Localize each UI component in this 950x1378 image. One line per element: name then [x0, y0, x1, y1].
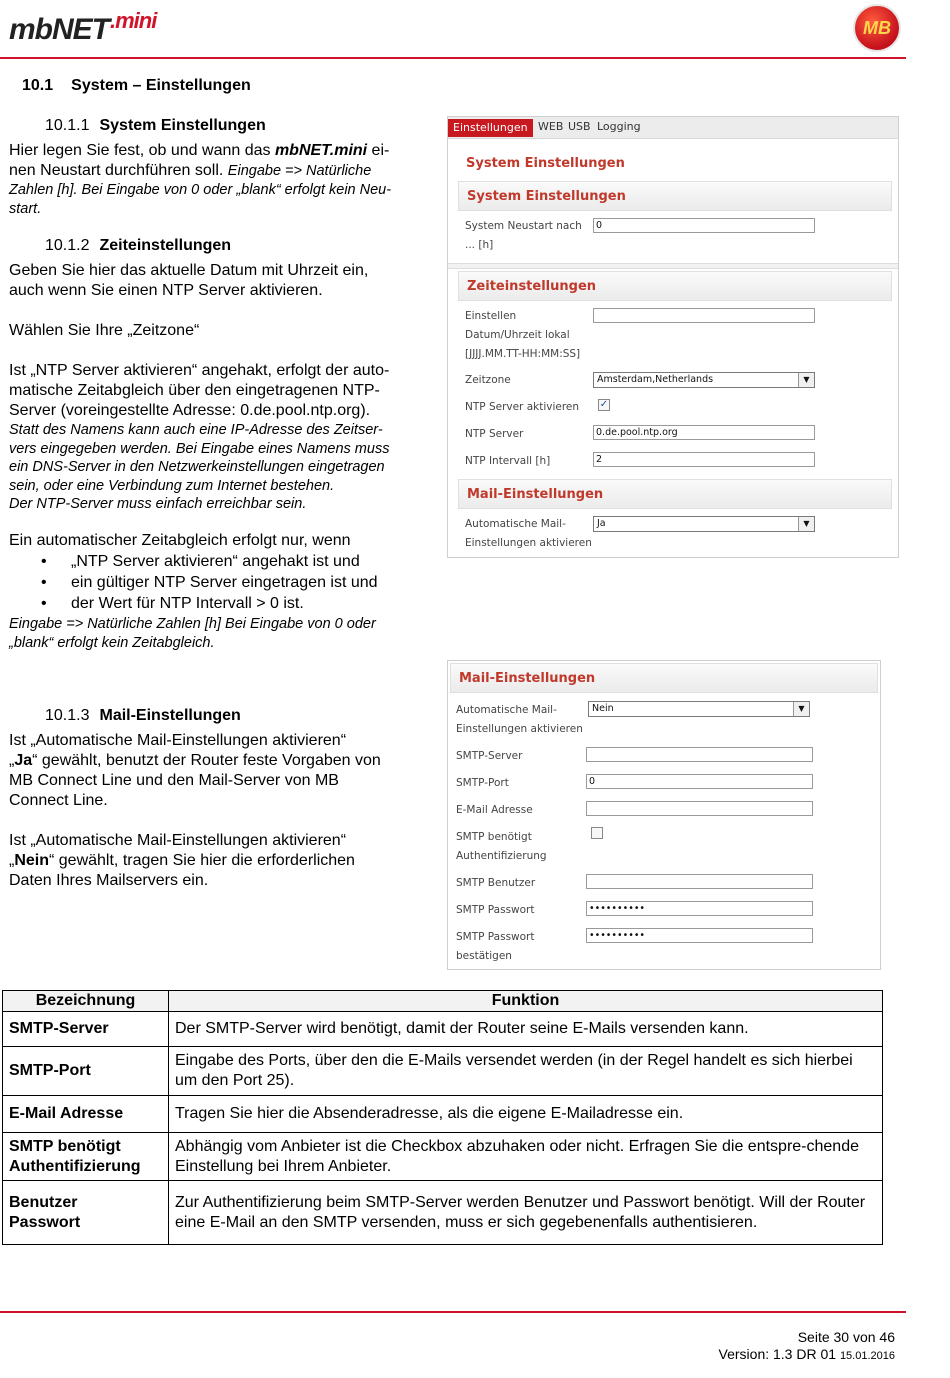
ntp-server-input[interactable]: 0.de.pool.ntp.org [593, 425, 815, 440]
chevron-down-icon: ▼ [793, 702, 809, 716]
smtp-user-label: SMTP Benutzer [456, 877, 536, 889]
smtp-server-input[interactable] [586, 747, 813, 762]
section-heading: 10.1 System – Einstellungen [22, 77, 251, 94]
table-row [3, 1012, 883, 1047]
table-cell-name: SMTP benötigt Authentifizierung [3, 1133, 169, 1181]
tab-web[interactable]: WEB [538, 120, 564, 133]
subsection-heading-mail: 10.1.3 Mail-Einstellungen [45, 707, 241, 724]
smtp-port-input[interactable]: 0 [586, 774, 813, 789]
brand-logo: mbNET$^{.mini}$ [9, 8, 157, 46]
mail-box-title: Mail-Einstellungen [458, 479, 892, 509]
smtp-password-label: SMTP Passwort [456, 904, 535, 916]
header-divider [0, 57, 906, 59]
tab-logging[interactable]: Logging [597, 120, 641, 133]
zone-label: Zeitzone [465, 374, 511, 386]
datetime-format-label: [JJJJ.MM.TT-HH:MM:SS] [465, 348, 581, 360]
auto-mail-select[interactable]: Ja ▼ [593, 516, 815, 532]
table-cell-desc: Abhängig vom Anbieter ist die Checkbox abzuhaken oder nicht. Erfragen Sie die entspre-chende Einstellung bei Ihrem Anbieter. [169, 1133, 883, 1181]
ntp-server-label: NTP Server [465, 428, 524, 440]
table-cell-name: Benutzer Passwort [3, 1181, 169, 1245]
table-row [3, 1096, 883, 1133]
page-number: Seite 30 von 46 [797, 1329, 895, 1345]
ntp-enable-checkbox[interactable]: ✓ [599, 399, 609, 410]
version-info: Version: 1.3 DR 01 15.01.2016 [718, 1346, 895, 1362]
settings-tabbar [448, 117, 898, 139]
mail-settings-screenshot [447, 660, 881, 970]
auto-mail-label: Automatische Mail- [465, 518, 566, 530]
chevron-down-icon: ▼ [798, 517, 814, 531]
table-cell-desc: Zur Authentifizierung beim SMTP-Server werden Benutzer und Passwort benötigt. Will der Router eine E-Mail an den SMTP versenden, muss er sich gegebenenfalls authentisieren. [169, 1181, 883, 1245]
settings-screenshot [447, 116, 899, 558]
subsection-heading-time: 10.1.2 Zeiteinstellungen [45, 237, 232, 254]
table-header-row [3, 991, 883, 1012]
auth-label-2: Authentifizierung [456, 850, 547, 862]
table-row [3, 1047, 883, 1096]
footer-divider [0, 1311, 906, 1313]
subsection-heading-system: 10.1.1 System Einstellungen [45, 117, 266, 134]
table-cell-name: E-Mail Adresse [3, 1096, 169, 1133]
time-paragraph-1: Geben Sie hier das aktuelle Datum mit Uhrzeit ein, auch wenn Sie einen NTP Server aktivieren. [9, 262, 369, 299]
restart-label: System Neustart nach [465, 220, 582, 232]
ntp-interval-label: NTP Intervall [h] [465, 455, 551, 467]
table-row [3, 1181, 883, 1245]
email-input[interactable] [586, 801, 813, 816]
datetime-input[interactable] [593, 308, 815, 323]
restart-unit-label: ... [h] [465, 239, 494, 251]
auto-mail-select[interactable]: Nein ▼ [588, 701, 810, 717]
settings-page-title: System Einstellungen [458, 149, 892, 179]
mail-settings-title: Mail-Einstellungen [450, 663, 878, 693]
time-paragraph-auto: Ein automatischer Zeitabgleich erfolgt nur, wenn [9, 532, 351, 549]
table-cell-desc: Tragen Sie hier die Absenderadresse, als die eigene E-Mailadresse ein. [169, 1096, 883, 1133]
tab-einstellungen[interactable]: Einstellungen [448, 119, 533, 137]
smtp-user-input[interactable] [586, 874, 813, 889]
smtp-password-confirm-label-2: bestätigen [456, 950, 512, 962]
list-item: • der Wert für NTP Intervall > 0 ist. [9, 593, 429, 614]
auth-label: SMTP benötigt [456, 831, 532, 843]
smtp-password-confirm-input[interactable]: •••••••••• [586, 928, 813, 943]
list-item: • ein gültiger NTP Server eingetragen ist und [9, 572, 429, 593]
chevron-down-icon: ▼ [798, 373, 814, 387]
restart-input[interactable]: 0 [593, 218, 815, 233]
time-conditions-list [9, 551, 429, 614]
time-paragraph-ntp: Ist „NTP Server aktivieren“ angehakt, erfolgt der auto- matische Zeitabgleich über den eingetragenen NTP- Server (voreingestellte Adresse: 0.de.pool.ntp.org). Statt des Namens kann auch eine IP-Adresse des Zeitser- vers eingegeben werden. Bei Eingabe eines Namens muss ein DNS-Server in den Netzwerkeinstellungen eingetragen sein, oder eine Verbindung zum Internet bestehen. Der NTP-Server muss einfach erreichbar sein. [9, 362, 390, 512]
smtp-password-input[interactable]: •••••••••• [586, 901, 813, 916]
table-cell-desc: Eingabe des Ports, über den die E-Mails versendet werden (in der Regel handelt es sich hierbei um den Port 25). [169, 1047, 883, 1096]
time-interval-note: Eingabe => Natürliche Zahlen [h] Bei Eingabe von 0 oder „blank“ erfolgt kein Zeitabgleich. [9, 616, 376, 651]
list-item: • „NTP Server aktivieren“ angehakt ist und [9, 551, 429, 572]
tab-usb[interactable]: USB [568, 120, 591, 133]
system-paragraph: Hier legen Sie fest, ob und wann das mbNET.mini ei- nen Neustart durchführen soll. Eingabe => Natürliche Zahlen [h]. Bei Eingabe von 0 oder „blank“ erfolgt kein Neu- start. [9, 142, 392, 217]
function-table [2, 990, 883, 1245]
auto-mail-label-2: Einstellungen aktivieren [465, 537, 592, 549]
smtp-port-label: SMTP-Port [456, 777, 509, 789]
time-paragraph-zone: Wählen Sie Ihre „Zeitzone“ [9, 322, 200, 339]
auto-mail-label: Automatische Mail- [456, 704, 557, 716]
table-row [3, 1133, 883, 1181]
table-cell-name: SMTP-Server [3, 1012, 169, 1047]
table-cell-name: SMTP-Port [3, 1047, 169, 1096]
mb-logo-badge: MB [853, 4, 901, 52]
table-cell-desc: Der SMTP-Server wird benötigt, damit der Router seine E-Mails versenden kann. [169, 1012, 883, 1047]
column-header-function: Funktion [169, 991, 883, 1012]
auto-mail-label-2: Einstellungen aktivieren [456, 723, 583, 735]
panel-separator [448, 263, 898, 269]
zone-select[interactable]: Amsterdam,Netherlands ▼ [593, 372, 815, 388]
system-box-title: System Einstellungen [458, 181, 892, 211]
ntp-enable-label: NTP Server aktivieren [465, 401, 580, 413]
ntp-interval-input[interactable]: 2 [593, 452, 815, 467]
auth-checkbox[interactable] [591, 827, 603, 839]
smtp-server-label: SMTP-Server [456, 750, 523, 762]
smtp-password-confirm-label: SMTP Passwort [456, 931, 535, 943]
mail-paragraph-ja: Ist „Automatische Mail-Einstellungen aktivieren“ „Ja“ gewählt, benutzt der Router feste Vorgaben von MB Connect Line und den Mail-Server von MB Connect Line. [9, 732, 381, 809]
column-header-name: Bezeichnung [3, 991, 169, 1012]
email-label: E-Mail Adresse [456, 804, 533, 816]
datetime-label: Datum/Uhrzeit lokal [465, 329, 570, 341]
set-label: Einstellen [465, 310, 517, 322]
mail-paragraph-nein: Ist „Automatische Mail-Einstellungen aktivieren“ „Nein“ gewählt, tragen Sie hier die erforderlichen Daten Ihres Mailservers ein. [9, 832, 355, 889]
time-box-title: Zeiteinstellungen [458, 271, 892, 301]
